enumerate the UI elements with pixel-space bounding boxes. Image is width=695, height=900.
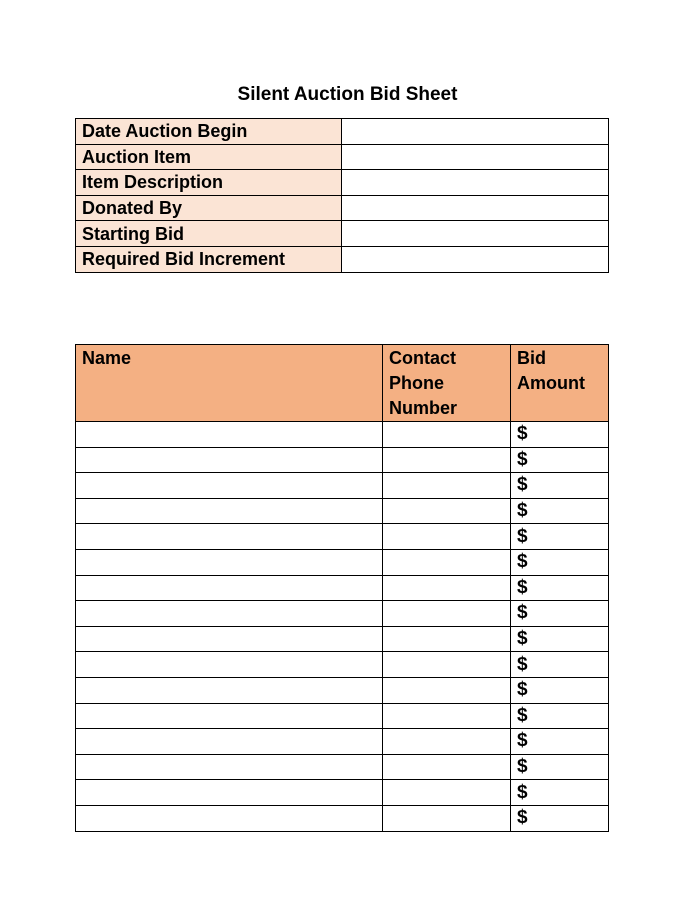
bid-phone-field[interactable]: [383, 703, 511, 729]
bid-row: [76, 524, 609, 550]
bid-row: [76, 422, 609, 448]
bid-row: [76, 601, 609, 627]
info-label: Date Auction Begin: [76, 119, 342, 145]
info-row: [76, 195, 609, 221]
info-label: Starting Bid: [76, 221, 342, 247]
bid-name-field[interactable]: [76, 601, 383, 627]
bid-amount-field[interactable]: $: [511, 652, 609, 678]
header-contact-line2: Phone: [389, 373, 445, 393]
header-name-label: Name: [82, 348, 132, 368]
bid-row: [76, 575, 609, 601]
bid-amount-field[interactable]: $: [511, 473, 609, 499]
bid-phone-field[interactable]: [383, 626, 511, 652]
bid-name-field[interactable]: [76, 549, 383, 575]
bid-name-field[interactable]: [76, 447, 383, 473]
header-contact-line1: Contact: [389, 348, 456, 368]
header-contact-line3: Number: [389, 398, 458, 418]
bid-phone-field[interactable]: [383, 498, 511, 524]
bid-table-body: [76, 422, 609, 832]
bid-name-field[interactable]: [76, 498, 383, 524]
bid-row: [76, 652, 609, 678]
info-row: [76, 246, 609, 272]
bid-amount-field[interactable]: $: [511, 422, 609, 448]
bid-row: [76, 447, 609, 473]
bid-table: [75, 344, 609, 832]
bid-amount-field[interactable]: $: [511, 601, 609, 627]
auction-info-body: [76, 119, 609, 273]
bid-table-header-row: [76, 345, 609, 422]
bid-row: [76, 677, 609, 703]
info-label: Item Description: [76, 170, 342, 196]
bid-name-field[interactable]: [76, 805, 383, 831]
bid-phone-field[interactable]: [383, 473, 511, 499]
bid-amount-field[interactable]: $: [511, 447, 609, 473]
bid-phone-field[interactable]: [383, 780, 511, 806]
bid-row: [76, 754, 609, 780]
info-value-field[interactable]: [342, 144, 609, 170]
bid-amount-field[interactable]: $: [511, 780, 609, 806]
bid-row: [76, 729, 609, 755]
bid-name-field[interactable]: [76, 703, 383, 729]
bid-phone-field[interactable]: [383, 805, 511, 831]
header-bid-amount: [511, 345, 609, 422]
bid-amount-field[interactable]: $: [511, 677, 609, 703]
bid-phone-field[interactable]: [383, 729, 511, 755]
info-value-field[interactable]: [342, 195, 609, 221]
bid-row: [76, 549, 609, 575]
header-bid-line2: Amount: [517, 373, 585, 393]
bid-phone-field[interactable]: [383, 754, 511, 780]
info-label: Auction Item: [76, 144, 342, 170]
bid-amount-field[interactable]: $: [511, 549, 609, 575]
auction-info-table: [75, 118, 609, 273]
bid-name-field[interactable]: [76, 524, 383, 550]
page-title: Silent Auction Bid Sheet: [237, 84, 458, 105]
bid-amount-field[interactable]: $: [511, 575, 609, 601]
info-row: [76, 119, 609, 145]
bid-row: [76, 626, 609, 652]
header-name: [76, 345, 383, 422]
bid-phone-field[interactable]: [383, 601, 511, 627]
info-row: [76, 170, 609, 196]
bid-row: [76, 703, 609, 729]
bid-phone-field[interactable]: [383, 524, 511, 550]
bid-name-field[interactable]: [76, 729, 383, 755]
bid-row: [76, 805, 609, 831]
bid-amount-field[interactable]: $: [511, 498, 609, 524]
info-value-field[interactable]: [342, 170, 609, 196]
bid-row: [76, 780, 609, 806]
bid-name-field[interactable]: [76, 422, 383, 448]
info-row: [76, 221, 609, 247]
bid-name-field[interactable]: [76, 677, 383, 703]
bid-amount-field[interactable]: $: [511, 805, 609, 831]
bid-phone-field[interactable]: [383, 422, 511, 448]
bid-phone-field[interactable]: [383, 549, 511, 575]
bid-row: [76, 473, 609, 499]
info-row: [76, 144, 609, 170]
bid-name-field[interactable]: [76, 575, 383, 601]
bid-phone-field[interactable]: [383, 677, 511, 703]
info-label: Donated By: [76, 195, 342, 221]
header-bid-line1: Bid: [517, 348, 546, 368]
bid-name-field[interactable]: [76, 780, 383, 806]
bid-amount-field[interactable]: $: [511, 703, 609, 729]
bid-row: [76, 498, 609, 524]
header-contact-phone-number: [383, 345, 511, 422]
info-value-field[interactable]: [342, 119, 609, 145]
info-value-field[interactable]: [342, 221, 609, 247]
info-value-field[interactable]: [342, 246, 609, 272]
info-label: Required Bid Increment: [76, 246, 342, 272]
bid-name-field[interactable]: [76, 652, 383, 678]
bid-name-field[interactable]: [76, 626, 383, 652]
bid-name-field[interactable]: [76, 473, 383, 499]
bid-amount-field[interactable]: $: [511, 754, 609, 780]
bid-phone-field[interactable]: [383, 575, 511, 601]
bid-amount-field[interactable]: $: [511, 626, 609, 652]
bid-amount-field[interactable]: $: [511, 524, 609, 550]
bid-amount-field[interactable]: $: [511, 729, 609, 755]
bid-name-field[interactable]: [76, 754, 383, 780]
bid-phone-field[interactable]: [383, 447, 511, 473]
bid-phone-field[interactable]: [383, 652, 511, 678]
